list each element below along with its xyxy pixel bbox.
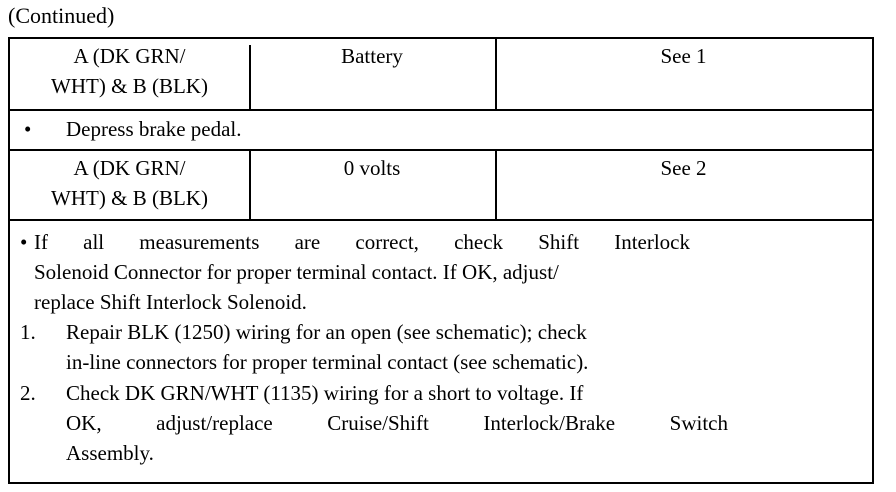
notes-intro-line-2: Solenoid Connector for proper terminal contact. If OK, adjust/ (34, 260, 559, 284)
note-2-line-3: Assembly. (66, 441, 154, 465)
note-1-line-2: in-line connectors for proper terminal contact (see schematic). (66, 350, 589, 374)
step-note-text: Depress brake pedal. (66, 117, 242, 141)
continued-label: (Continued) (8, 3, 115, 28)
terminals-line-2: WHT) & B (BLK) (51, 186, 208, 210)
result-cell: 0 volts (343, 156, 401, 180)
note-1-line-1: Repair BLK (1250) wiring for an open (see schematic); check (66, 320, 587, 344)
note-number: 1. (20, 320, 36, 344)
step-note-row (10, 109, 872, 149)
result-cell: Battery (341, 44, 403, 68)
step-note-bullet: • (24, 117, 32, 141)
note-number: 2. (20, 381, 36, 405)
diagnostic-table (8, 37, 874, 484)
test-terminals-cell (10, 151, 249, 219)
table-row (10, 39, 872, 109)
terminals-line-1: A (DK GRN/ (73, 156, 186, 180)
note-2-line-1: Check DK GRN/WHT (1135) wiring for a short to voltage. If (66, 381, 584, 405)
table-row (10, 149, 872, 219)
notes-bullet: • (20, 230, 28, 254)
test-terminals-cell (10, 39, 249, 109)
terminals-line-1: A (DK GRN/ (73, 44, 186, 68)
terminals-line-2: WHT) & B (BLK) (51, 74, 208, 98)
action-cell: See 1 (660, 44, 707, 68)
notes-intro-line-1: If all measurements are correct, check Shift Interlock (34, 230, 690, 254)
note-2-line-2: OK, adjust/replace Cruise/Shift Interlock/Brake Switch (66, 411, 728, 435)
action-cell: See 2 (660, 156, 707, 180)
notes-block (10, 219, 872, 482)
notes-intro-line-3: replace Shift Interlock Solenoid. (34, 290, 307, 314)
